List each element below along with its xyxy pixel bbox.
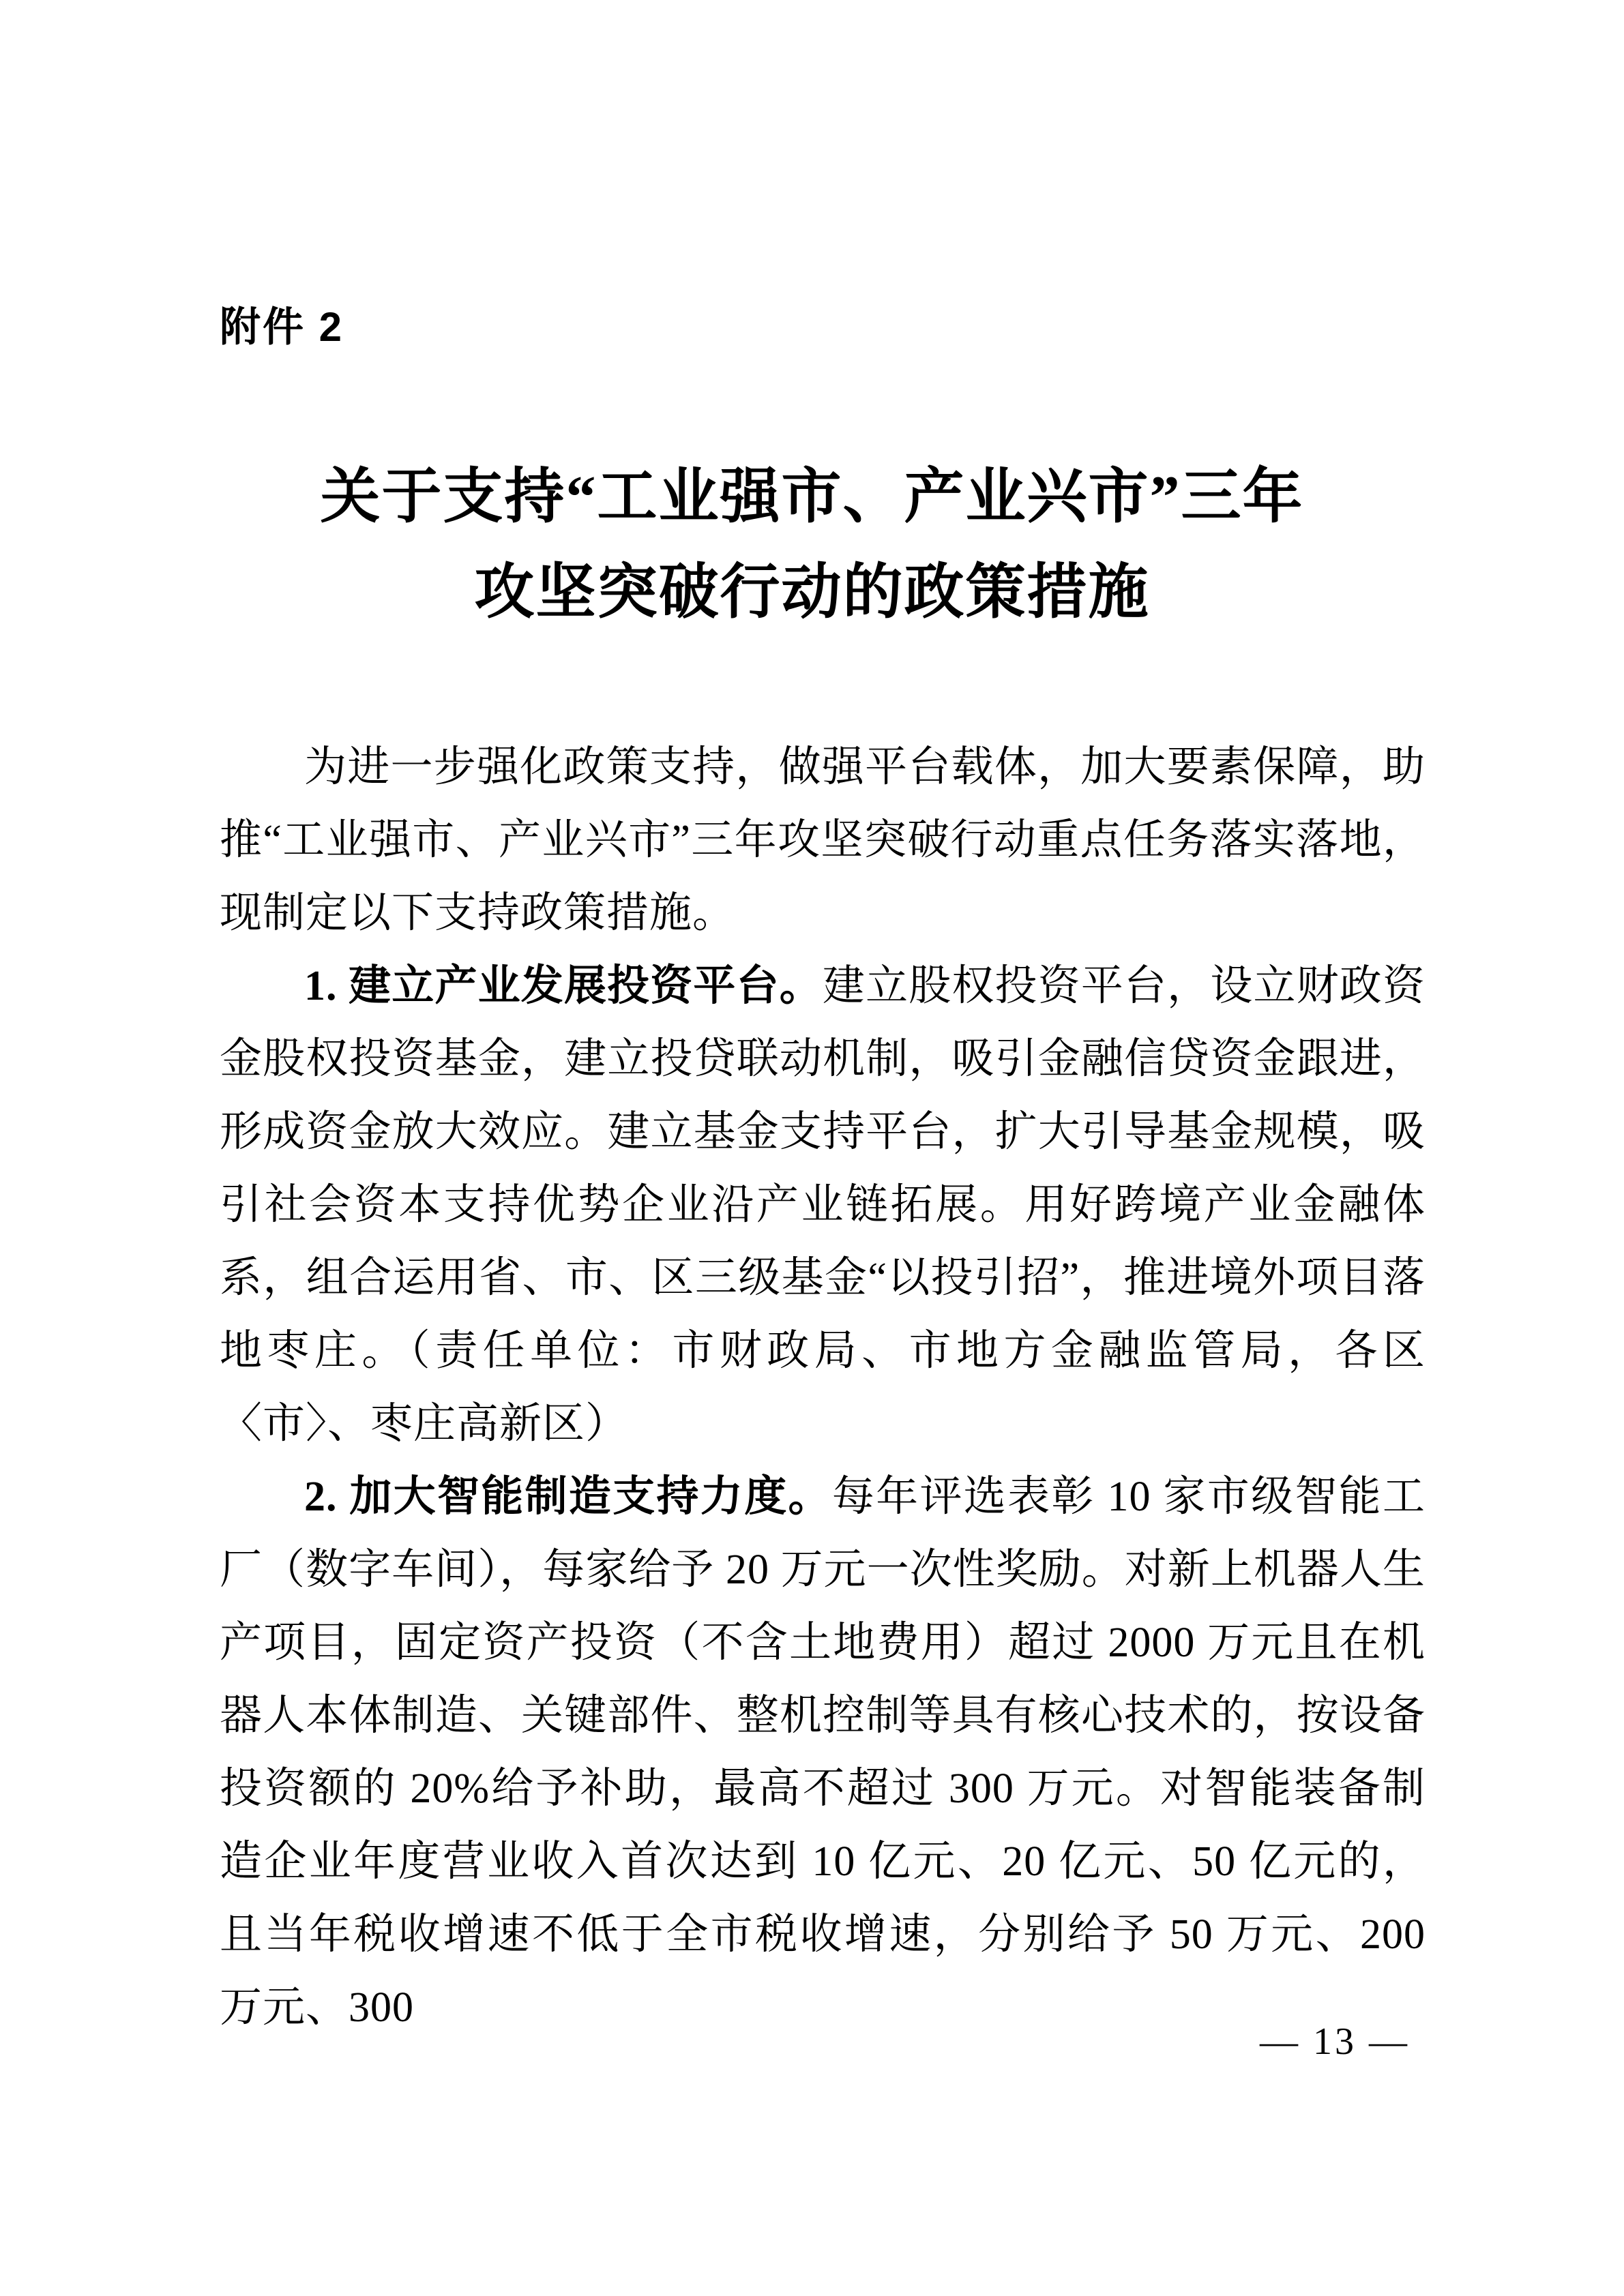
page-number: — 13 —: [1260, 2021, 1410, 2063]
paragraph-intro: [220, 731, 1426, 950]
item-1-responsibility-units: （责任单位：市财政局、市地方金融监管局，各区〈市〉、枣庄高新区）: [220, 1328, 1426, 1447]
intro-text: 为进一步强化政策支持，做强平台载体，加大要素保障，助推“工业强市、产业兴市”三年攻坚突破行动重点任务落实落地，现制定以下支持政策措施。: [220, 744, 1426, 936]
title-line-2: 攻坚突破行动的政策措施: [474, 560, 1150, 626]
paragraph-item-1: [220, 950, 1426, 1461]
document-body: [220, 731, 1426, 2044]
item-1-text: 建立股权投资平台，设立财政资金股权投资基金，建立投贷联动机制，吸引金融信贷资金跟进，形成资金放大效应。建立基金支持平台，扩大引导基金规模，吸引社会资本支持优势企业沿产业链拓展。用好跨境产业金融体系，组合运用省、市、区三级基金“以投引招”，推进境外项目落地枣庄。: [220, 963, 1426, 1374]
item-2-heading: 2. 加大智能制造支持力度。: [304, 1474, 832, 1520]
title-line-1: 关于支持“工业强市、产业兴市”三年: [320, 464, 1304, 531]
item-1-heading: 1. 建立产业发展投资平台。: [304, 963, 823, 1009]
item-2-text: 每年评选表彰 10 家市级智能工厂（数字车间），每家给予 20 万元一次性奖励。对新上机器人生产项目，固定资产投资（不含土地费用）超过 2000 万元且在机器人本体制造、关键部件、整机控制等具有核心技术的，按设备投资额的 20%给予补助，最高不超过 300 万元。对智能装备制造企业年度营业收入首次达到 10 亿元、20 亿元、50 亿元的，且当年税收增速不低于全市税收增速，分别给予 50 万元、200 万元、300: [220, 1474, 1426, 2031]
paragraph-item-2: [220, 1461, 1426, 2044]
attachment-label: 附件 2: [220, 304, 344, 350]
document-title: [0, 450, 1624, 641]
